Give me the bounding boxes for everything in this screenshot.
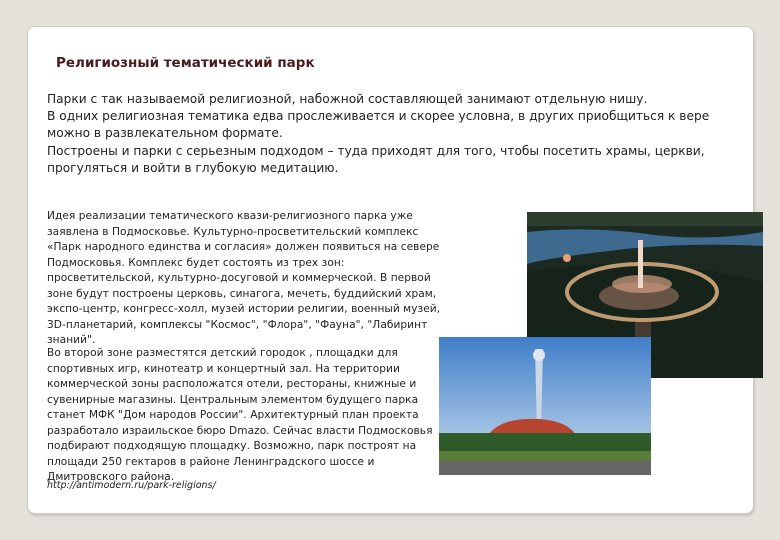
paragraph-first-zone: Идея реализации тематического квази-религиозного парка уже заявлена в Подмосковье. Культурно-просветительский комплекс «Парк народного единства и согласия» должен появиться на севере Подмосковья. Комплекс будет состоять из трех зон: просветительской, культурно-досуговой и коммерческой. В первой зоне будут построены церковь, синагога, мечеть, буддийский храм, экспо-центр, конгресс-холл, музей истории религии, военный музей, 3D-планетарий, комплексы "Космос", "Флора", "Фауна", "Лабиринт знаний". bbox=[47, 210, 441, 346]
intro-line: Построены и парки с серьезным подходом – туда приходят для того, чтобы посетить храмы, церкви, прогуляться и войти в глубокую медитацию. bbox=[47, 143, 705, 175]
dom-narodov-rossii-render-image bbox=[439, 337, 651, 475]
source-link[interactable]: http://antimodern.ru/park-religions/ bbox=[47, 480, 216, 491]
slide-title: Религиозный тематический парк bbox=[56, 55, 315, 71]
intro-line: В одних религиозная тематика едва прослеживается и скорее условна, в других приобщиться к вере можно в развлекательном формате. bbox=[47, 109, 710, 141]
intro-line: Парки с так называемой религиозной, набожной составляющей занимают отдельную нишу. bbox=[47, 92, 648, 106]
paragraph-second-zone: Во второй зоне разместятся детский городок , площадки для спортивных игр, кинотеатр и концертный зал. На территории коммерческой зоны расположатся отели, рестораны, книжные и сувенирные магазины. Центральным элементом будущего парка станет МФК "Дом народов России". Архитектурный план проекта разработало израильское бюро Dmazo. Сейчас власти Подмосковья подбирают подходящую площадку. Возможно, парк построят на площади 250 гектаров в районе Ленинградского шоссе и Дмитровского района. bbox=[47, 347, 433, 483]
intro-text bbox=[47, 91, 747, 177]
